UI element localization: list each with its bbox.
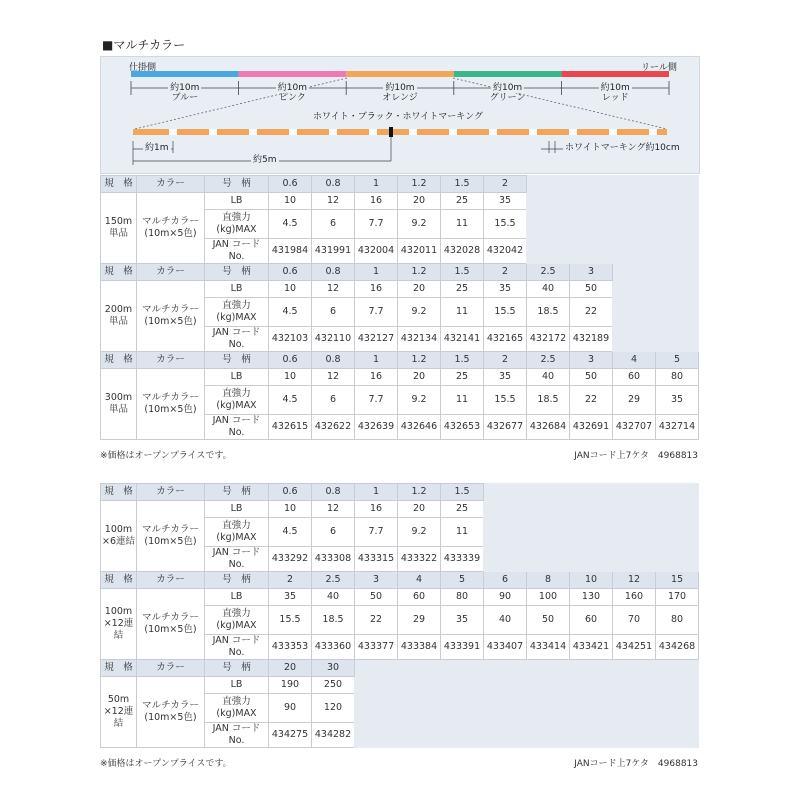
white-marking [289,129,297,135]
spec-header: 規 格 [101,352,137,369]
lb-cell: 130 [570,589,613,606]
spec-header: 規 格 [101,264,137,281]
lb-cell: 20 [398,193,441,210]
jan-cell: 432714 [656,415,699,440]
lb-cell: 25 [441,193,484,210]
line-number-cell: 0.8 [312,176,355,193]
line-number-cell: 20 [269,660,312,677]
color-header: カラー [137,176,205,193]
strength-label: 直強力 (kg)MAX [205,694,269,723]
line-number-cell: 30 [312,660,355,677]
empty-cell [484,484,699,572]
strength-cell: 35 [656,386,699,415]
segment-color-name: レッド [601,93,629,103]
lb-cell: 90 [484,589,527,606]
segment-label-3 [346,83,454,103]
lb-cell: 16 [355,369,398,386]
strength-cell: 7.7 [355,210,398,239]
strength-cell: 90 [269,694,312,723]
segment-color-name: ブルー [171,93,199,103]
line-number-cell: 3 [570,352,613,369]
lb-label: LB [205,369,269,386]
white-marking [449,129,457,135]
table-row [101,369,699,386]
jan-cell: 432028 [441,239,484,264]
white-marking [209,129,217,135]
table-row [101,281,699,298]
line-color-diagram [100,56,700,174]
number-header: 号 柄 [205,264,269,281]
line-number-cell: 1.2 [398,264,441,281]
spec-cell: 200m 単品 [101,281,137,352]
strength-label: 直強力 (kg)MAX [205,210,269,239]
lb-cell: 25 [441,281,484,298]
white-marking [609,129,617,135]
strength-cell: 35 [441,606,484,635]
line-number-cell: 1.5 [441,352,484,369]
line-number-cell: 1 [355,176,398,193]
segment-color-name: グリーン [489,93,526,103]
line-number-cell: 2 [484,176,527,193]
line-number-cell: 0.8 [312,264,355,281]
segment-length: 約10m [277,83,307,93]
jan-cell: 433353 [269,635,312,660]
segment-length: 約10m [170,83,200,93]
strength-cell: 6 [312,210,355,239]
strength-cell: 11 [441,210,484,239]
lb-cell: 16 [355,281,398,298]
spec-header: 規 格 [101,660,137,677]
strength-cell: 15.5 [269,606,312,635]
lb-cell: 20 [398,369,441,386]
strength-cell: 80 [656,606,699,635]
strength-cell: 15.5 [484,210,527,239]
segment-label-5 [561,83,669,103]
color-cell: マルチカラー (10m×5色) [137,501,205,572]
strength-label: 直強力 (kg)MAX [205,298,269,327]
line-number-cell: 15 [656,572,699,589]
table-header-row [101,660,699,677]
spec-cell: 100m ×12連結 [101,589,137,660]
strength-cell: 6 [312,386,355,415]
strength-cell: 4.5 [269,386,312,415]
white-marking [369,129,377,135]
lb-cell: 160 [613,589,656,606]
strength-cell: 22 [570,298,613,327]
table-header-row [101,352,699,369]
strength-cell: 4.5 [269,210,312,239]
line-number-cell: 6 [484,572,527,589]
number-header: 号 柄 [205,484,269,501]
strength-cell: 7.7 [355,298,398,327]
lb-label: LB [205,193,269,210]
jan-cell: 432639 [355,415,398,440]
line-number-cell: 1 [355,264,398,281]
lb-cell: 16 [355,193,398,210]
jan-cell: 434282 [312,723,355,748]
white-marking [569,129,577,135]
line-number-cell: 12 [613,572,656,589]
strength-cell: 15.5 [484,298,527,327]
segment-label-2 [239,83,347,103]
strength-cell: 29 [613,386,656,415]
price-note-2: ※価格はオープンプライスです。 [100,759,232,769]
lb-cell: 35 [484,281,527,298]
jan-cell: 432707 [613,415,656,440]
jan-cell: 431991 [312,239,355,264]
lb-cell: 50 [570,369,613,386]
jan-label: JAN コード No. [205,635,269,660]
white-marking [249,129,257,135]
spec-cell: 150m 単品 [101,193,137,264]
strength-cell: 11 [441,518,484,547]
lb-cell: 60 [398,589,441,606]
lb-cell: 12 [312,369,355,386]
number-header: 号 柄 [205,660,269,677]
jan-prefix-note-1: JANコード上7ケタ 4968813 [574,451,698,461]
empty-cell [613,264,699,352]
black-marking [389,127,393,137]
strength-cell: 9.2 [398,210,441,239]
line-number-cell: 3 [355,572,398,589]
line-number-cell: 3 [570,264,613,281]
lb-cell: 25 [441,501,484,518]
color-header: カラー [137,484,205,501]
segment-length: 約10m [385,83,415,93]
marking-label: ホワイト・ブラック・ホワイトマーキング [313,112,484,122]
strength-label: 直強力 (kg)MAX [205,606,269,635]
strength-cell: 7.7 [355,518,398,547]
color-header: カラー [137,660,205,677]
strength-cell: 9.2 [398,298,441,327]
lb-cell: 100 [527,589,570,606]
strength-cell: 22 [570,386,613,415]
jan-cell: 433339 [441,547,484,572]
lb-label: LB [205,677,269,694]
lb-cell: 80 [441,589,484,606]
table-header-row [101,572,699,589]
spec-header: 規 格 [101,572,137,589]
jan-label: JAN コード No. [205,239,269,264]
segment-length: 約10m [492,83,523,93]
jan-cell: 433377 [355,635,398,660]
color-header: カラー [137,572,205,589]
color-segment-3 [346,71,454,77]
lb-cell: 60 [613,369,656,386]
line-number-cell: 0.6 [269,484,312,501]
segment-color-name: オレンジ [382,93,418,103]
line-number-cell: 1 [355,484,398,501]
strength-cell: 6 [312,518,355,547]
strength-cell: 18.5 [527,386,570,415]
color-segment-2 [239,71,347,77]
jan-cell: 432134 [398,327,441,352]
jan-cell: 432189 [570,327,613,352]
line-number-cell: 4 [613,352,656,369]
line-number-cell: 2 [484,352,527,369]
color-cell: マルチカラー (10m×5色) [137,193,205,264]
white-marking [409,129,417,135]
jan-cell: 433391 [441,635,484,660]
number-header: 号 柄 [205,352,269,369]
interval-5m-label: 約5m [253,155,277,165]
line-number-cell: 5 [441,572,484,589]
line-number-cell: 1.2 [398,352,441,369]
color-cell: マルチカラー (10m×5色) [137,677,205,748]
lb-cell: 20 [398,501,441,518]
jan-cell: 431984 [269,239,312,264]
strength-cell: 120 [312,694,355,723]
strength-cell: 4.5 [269,298,312,327]
jan-cell: 433384 [398,635,441,660]
lb-cell: 10 [269,281,312,298]
lb-cell: 190 [269,677,312,694]
color-header: カラー [137,352,205,369]
jan-label: JAN コード No. [205,415,269,440]
strength-cell: 9.2 [398,386,441,415]
lb-cell: 50 [355,589,398,606]
jan-cell: 433414 [527,635,570,660]
jan-cell: 433315 [355,547,398,572]
number-header: 号 柄 [205,176,269,193]
strength-cell: 11 [441,386,484,415]
spec-table-connected [100,483,699,748]
segment-label-4 [454,83,562,103]
table-header-row [101,176,699,193]
jan-cell: 433407 [484,635,527,660]
line-number-cell: 0.6 [269,352,312,369]
section-heading: ■マルチカラー [102,38,186,52]
line-number-cell: 2.5 [527,264,570,281]
line-number-cell: 1 [355,352,398,369]
strength-cell: 40 [484,606,527,635]
lb-cell: 250 [312,677,355,694]
segment-label-1 [131,83,239,103]
lb-cell: 12 [312,193,355,210]
jan-cell: 432172 [527,327,570,352]
number-header: 号 柄 [205,572,269,589]
spec-cell: 50m ×12連結 [101,677,137,748]
lb-cell: 35 [484,369,527,386]
line-number-cell: 1.5 [441,264,484,281]
jan-cell: 432011 [398,239,441,264]
strength-cell: 7.7 [355,386,398,415]
empty-cell [355,660,699,748]
lb-label: LB [205,281,269,298]
spec-table-single [100,175,699,440]
line-number-cell: 2 [269,572,312,589]
lb-cell: 170 [656,589,699,606]
lb-cell: 10 [269,193,312,210]
strength-cell: 22 [355,606,398,635]
jan-cell: 433322 [398,547,441,572]
lb-cell: 50 [570,281,613,298]
lb-cell: 80 [656,369,699,386]
jan-cell: 432684 [527,415,570,440]
line-number-cell: 2.5 [527,352,570,369]
jan-cell: 432004 [355,239,398,264]
price-note-1: ※価格はオープンプライスです。 [100,451,232,461]
jan-cell: 432653 [441,415,484,440]
line-number-cell: 0.8 [312,352,355,369]
white-marking [529,129,537,135]
jan-label: JAN コード No. [205,327,269,352]
lb-cell: 12 [312,501,355,518]
jan-cell: 432165 [484,327,527,352]
lb-cell: 10 [269,369,312,386]
line-number-cell: 0.6 [269,264,312,281]
jan-cell: 432103 [269,327,312,352]
jan-cell: 433421 [570,635,613,660]
lb-cell: 20 [398,281,441,298]
right-side-label: リール側 [641,63,677,73]
lb-cell: 12 [312,281,355,298]
spec-header: 規 格 [101,176,137,193]
strength-cell: 70 [613,606,656,635]
lb-cell: 16 [355,501,398,518]
white-marking-label: ホワイトマーキング約10cm [565,143,680,153]
strength-cell: 18.5 [312,606,355,635]
jan-cell: 432646 [398,415,441,440]
lb-cell: 40 [527,369,570,386]
jan-cell: 432677 [484,415,527,440]
white-marking [649,129,657,135]
color-cell: マルチカラー (10m×5色) [137,369,205,440]
left-side-label: 仕掛側 [129,63,157,73]
lb-label: LB [205,589,269,606]
spec-cell: 300m 単品 [101,369,137,440]
line-number-cell: 5 [656,352,699,369]
interval-1m-label: 約1m [145,143,169,153]
line-number-cell: 8 [527,572,570,589]
jan-cell: 433308 [312,547,355,572]
jan-cell: 432127 [355,327,398,352]
jan-cell: 432141 [441,327,484,352]
jan-cell: 432622 [312,415,355,440]
jan-label: JAN コード No. [205,723,269,748]
line-number-cell: 2 [484,264,527,281]
strength-label: 直強力 (kg)MAX [205,518,269,547]
jan-cell: 433292 [269,547,312,572]
strength-cell: 60 [570,606,613,635]
line-number-cell: 2.5 [312,572,355,589]
lb-label: LB [205,501,269,518]
line-number-cell: 0.6 [269,176,312,193]
empty-cell [527,176,699,264]
line-number-cell: 1.2 [398,484,441,501]
strength-cell: 29 [398,606,441,635]
line-number-cell: 1.5 [441,484,484,501]
jan-cell: 432110 [312,327,355,352]
jan-cell: 434251 [613,635,656,660]
jan-prefix-note-2: JANコード上7ケタ 4968813 [574,759,698,769]
strength-cell: 15.5 [484,386,527,415]
lb-cell: 35 [269,589,312,606]
segment-color-name: ピンク [278,93,306,103]
jan-cell: 433360 [312,635,355,660]
color-segment-4 [454,71,562,77]
jan-cell: 432042 [484,239,527,264]
lb-cell: 35 [484,193,527,210]
color-cell: マルチカラー (10m×5色) [137,281,205,352]
strength-label: 直強力 (kg)MAX [205,386,269,415]
color-header: カラー [137,264,205,281]
table-header-row [101,484,699,501]
line-number-cell: 4 [398,572,441,589]
spec-cell: 100m ×6連結 [101,501,137,572]
strength-cell: 18.5 [527,298,570,327]
lb-cell: 40 [312,589,355,606]
lb-cell: 10 [269,501,312,518]
table-header-row [101,264,699,281]
jan-cell: 434275 [269,723,312,748]
line-number-cell: 10 [570,572,613,589]
spec-header: 規 格 [101,484,137,501]
color-cell: マルチカラー (10m×5色) [137,589,205,660]
white-marking [489,129,497,135]
strength-cell: 9.2 [398,518,441,547]
line-number-cell: 1.2 [398,176,441,193]
strength-cell: 4.5 [269,518,312,547]
jan-cell: 434268 [656,635,699,660]
white-marking [329,129,337,135]
strength-cell: 11 [441,298,484,327]
jan-cell: 432615 [269,415,312,440]
lb-cell: 25 [441,369,484,386]
strength-cell: 6 [312,298,355,327]
jan-cell: 432691 [570,415,613,440]
strength-cell: 50 [527,606,570,635]
line-number-cell: 1.5 [441,176,484,193]
jan-label: JAN コード No. [205,547,269,572]
line-number-cell: 0.8 [312,484,355,501]
segment-length: 約10m [600,83,630,93]
lb-cell: 40 [527,281,570,298]
white-marking [169,129,177,135]
table-row [101,589,699,606]
